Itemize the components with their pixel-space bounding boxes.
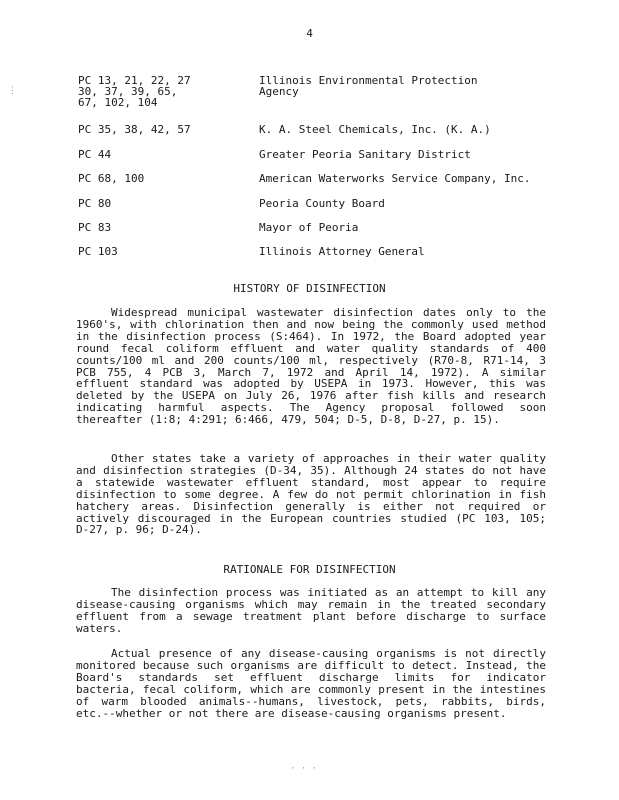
body-paragraph: [76, 587, 546, 635]
participant-code: PC 68, 100: [78, 172, 145, 185]
participant-name: Peoria County Board: [259, 197, 385, 210]
paragraph-text: Widespread municipal wastewater disinfection dates only to the 1960's, with chlorination then and now being the commonly used method in the disinfection process (S:464). In 1972, the Board adopted year round fecal coliform effluent and water quality standards of 400 counts/100 ml and 200 counts/100 ml, respectively (R70-8, R71-14, 3 PCB 755, 4 PCB 3, March 7, 1972 and April 14, 1972). A similar effluent standard was adopted by USEPA in 1973. However, this was deleted by the USEPA on July 26, 1976 after fish kills and research indicating harmful aspects. The Agency proposal followed soon thereafter (1:8; 4:291; 6:466, 479, 504; D-5, D-8, D-27, p. 15).: [76, 306, 546, 427]
body-paragraph: [76, 307, 546, 426]
paragraph-text: Actual presence of any disease-causing organisms is not directly monitored because such organisms are difficult to detect. Instead, the Board's standards set effluent discharge limits for indicator bacteria, fecal coliform, which are commonly present in the intestines of warm blooded animals--humans, livestock, pets, rabbits, birds, etc.--whether or not there are disease-causing organisms present.: [76, 647, 546, 720]
scan-speck: ⋮: [8, 86, 17, 96]
participant-name: Greater Peoria Sanitary District: [259, 148, 471, 161]
participant-name: K. A. Steel Chemicals, Inc. (K. A.): [259, 123, 491, 136]
participant-code: PC 103: [78, 245, 118, 258]
participant-name: Illinois Environmental Protection Agency: [259, 74, 478, 98]
participant-code: PC 83: [78, 221, 112, 234]
paragraph-text: The disinfection process was initiated as an attempt to kill any disease-causing organisms which may remain in the treated secondary effluent from a sewage treatment plant before discharge to surface waters.: [76, 586, 546, 635]
participant-name: American Waterworks Service Company, Inc.: [259, 172, 531, 185]
paragraph-text: Other states take a variety of approaches in their water quality and disinfection strategies (D-34, 35). Although 24 states do not have a statewide wastewater effluent standard, most appear to require disinfection to some degree. A few do not permit chlorination in fish hatchery areas. Disinfection generally is either not required or actively discouraged in the European countries studied (PC 103, 105; D-27, p. 96; D-24).: [76, 452, 546, 537]
participant-code: PC 35, 38, 42, 57: [78, 123, 191, 136]
participant-code: PC 44: [78, 148, 112, 161]
body-paragraph: [76, 648, 546, 719]
participant-name: Illinois Attorney General: [259, 245, 425, 258]
participant-code: PC 80: [78, 197, 112, 210]
participant-code: PC 13, 21, 22, 27 30, 37, 39, 65, 67, 102, 104: [78, 74, 191, 109]
body-paragraph: [76, 453, 546, 536]
section-heading: RATIONALE FOR DISINFECTION: [223, 563, 396, 576]
page-number: 4: [306, 27, 313, 40]
participant-name: Mayor of Peoria: [259, 221, 359, 234]
scan-speck: · · ·: [290, 764, 318, 774]
section-heading: HISTORY OF DISINFECTION: [233, 282, 386, 295]
